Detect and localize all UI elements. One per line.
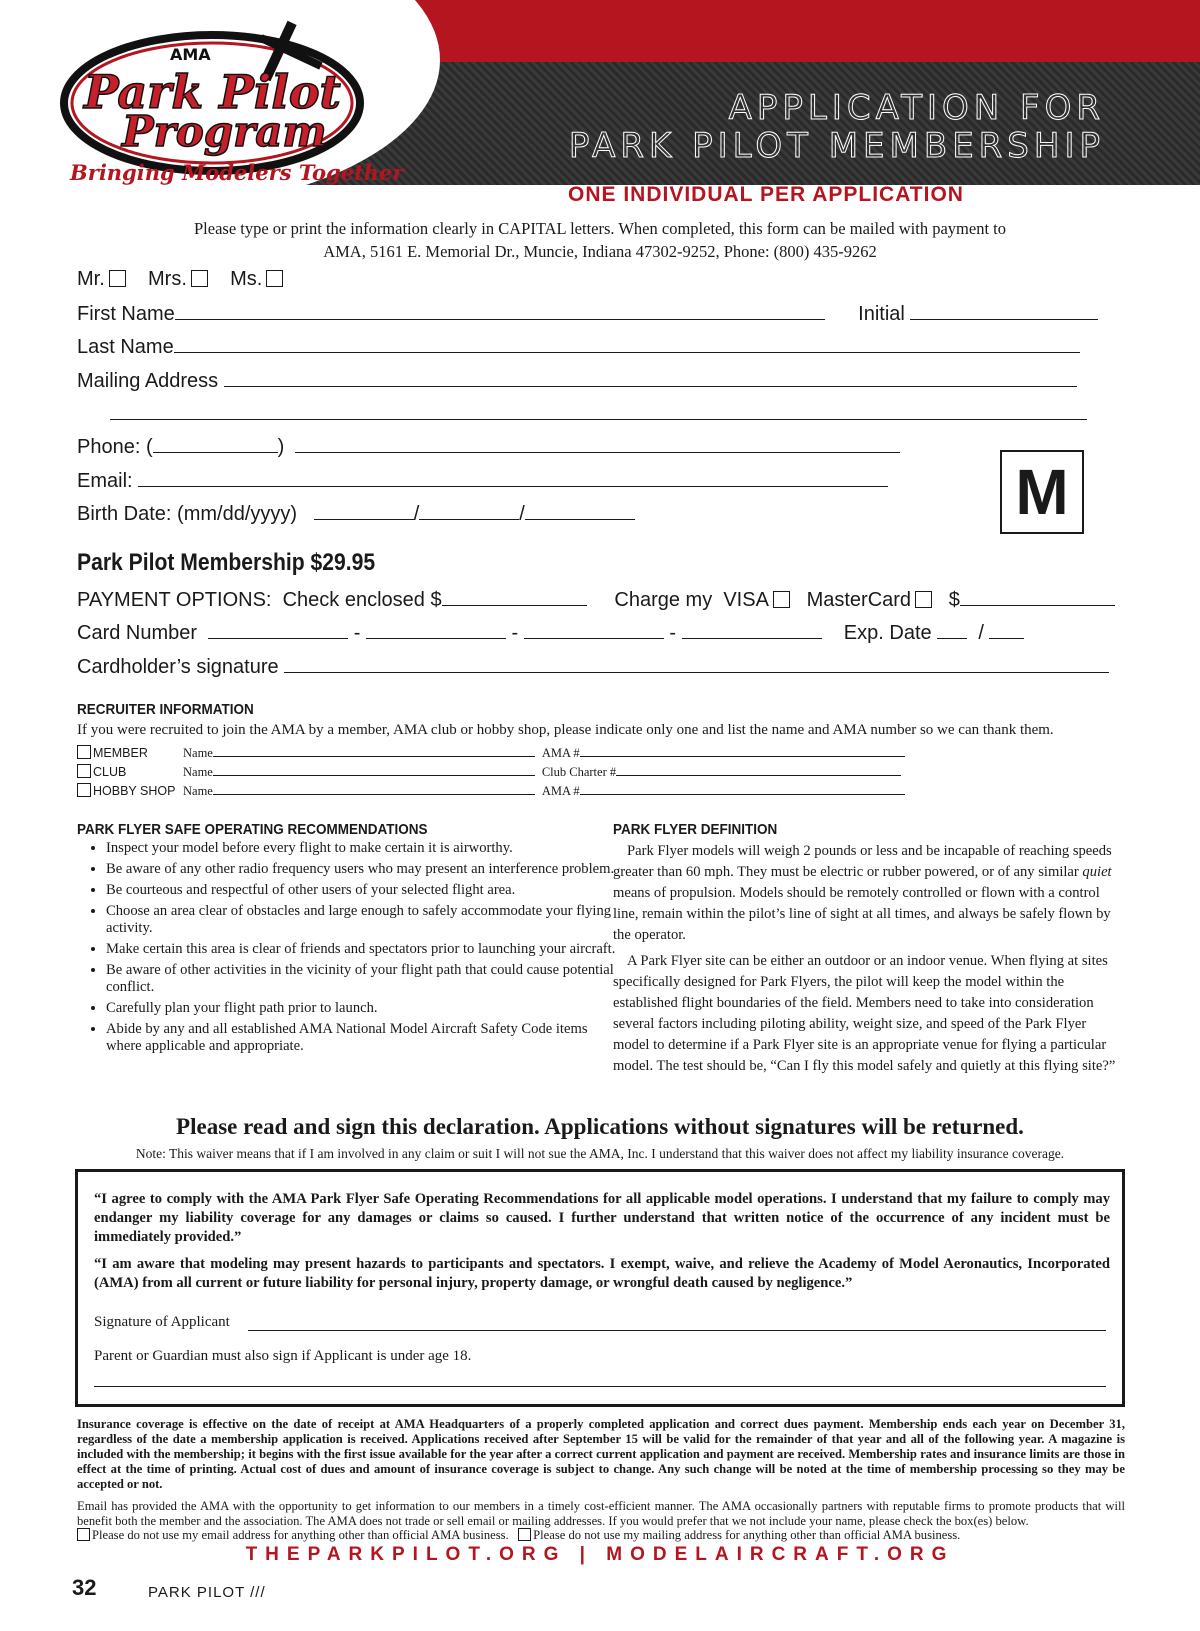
mailing-address-label: Mailing Address	[77, 370, 219, 392]
mailing-address-field[interactable]	[224, 368, 1077, 387]
date-slash: /	[519, 503, 525, 525]
recruiter-name-label: Name	[183, 746, 213, 760]
exp-slash: /	[978, 622, 984, 644]
insurance-notice: Insurance coverage is effective on the date of receipt at AMA Headquarters of a properly completed application and correct dues payment. Membership ends each year on December 31, regardless of the date a membership application is received. Applications received after September 15 will be valid for the remainder of that year and all of the following year. A magazine is included with the membership; it begins with the first issue available for the year after a correct current application and payment are received. Membership rates and insurance limits are those in effect at the time of printing. Actual cost of dues and amount of insurance coverage is subject to change. Any such change will be noted at the time of membership processing so they may be accepted or not.	[77, 1417, 1125, 1491]
optout-row	[77, 1528, 960, 1543]
address-row-2	[110, 401, 1087, 426]
recruiter-name-label: Name	[183, 765, 213, 779]
declaration-heading: Please read and sign this declaration. Applications without signatures will be returned.	[176, 1114, 1024, 1139]
recruiter-number-label: AMA #	[541, 746, 580, 760]
park-pilot-logo	[62, 18, 404, 188]
safety-list	[86, 840, 616, 1059]
recruiter-number-label: AMA #	[541, 784, 580, 798]
club-checkbox[interactable]	[77, 764, 91, 778]
card-number-group-3[interactable]	[524, 620, 664, 639]
mr-label: Mr.	[77, 268, 105, 290]
visa-checkbox[interactable]	[773, 591, 790, 608]
initial-field[interactable]	[910, 301, 1098, 320]
declaration-paragraph-1: “I agree to comply with the AMA Park Flyer Safe Operating Recommendations for all applicable model operations. I understand that my failure to comply may endanger my liability coverage for any damages or claims so caused. I further understand that written notice of the occurrence of any incident must be immediately provided.”	[94, 1191, 1110, 1245]
birth-day-field[interactable]	[419, 501, 519, 520]
club-charter-number-field[interactable]	[616, 763, 901, 776]
recruiter-row-member	[77, 744, 905, 761]
parent-signature-field[interactable]	[94, 1386, 1106, 1387]
subtitle: ONE INDIVIDUAL PER APPLICATION	[568, 183, 964, 206]
membership-code-box: M	[1000, 450, 1084, 534]
title-row	[77, 268, 283, 291]
cardholder-row	[77, 654, 1109, 679]
mail-optout-label: Please do not use my mailing address for anything other than official AMA business.	[533, 1528, 961, 1542]
hobby-shop-checkbox[interactable]	[77, 783, 91, 797]
exp-date-label: Exp. Date	[843, 622, 932, 644]
instructions	[120, 217, 1080, 263]
recruiter-row-club	[77, 763, 901, 780]
mr-checkbox[interactable]	[109, 270, 126, 287]
birth-date-label: Birth Date: (mm/dd/yyyy)	[77, 503, 298, 525]
mail-optout-checkbox[interactable]	[518, 1528, 531, 1541]
email-row	[77, 468, 888, 493]
list-item: • Be aware of other activities in the vicinity of your flight path that could cause potential conflict.	[106, 962, 616, 996]
list-item: • Make certain this area is clear of friends and spectators prior to launching your aircraft.	[106, 941, 616, 958]
logo-tagline: Bringing Modelers Together	[70, 160, 404, 185]
ms-checkbox[interactable]	[266, 270, 283, 287]
birth-month-field[interactable]	[314, 501, 414, 520]
email-label: Email:	[77, 470, 133, 492]
phone-area-code-field[interactable]	[153, 434, 278, 453]
email-field[interactable]	[138, 468, 888, 487]
last-name-field[interactable]	[174, 334, 1080, 353]
last-name-row	[77, 334, 1080, 359]
parent-signature-label: Parent or Guardian must also sign if Applicant is under age 18.	[94, 1348, 472, 1364]
applicant-signature-label: Signature of Applicant	[94, 1314, 230, 1330]
recruiter-name-label: Name	[183, 784, 213, 798]
card-number-group-4[interactable]	[682, 620, 822, 639]
mrs-label: Mrs.	[148, 268, 187, 290]
recruiter-type-label: HOBBY SHOP	[93, 784, 176, 798]
cardholder-signature-field[interactable]	[284, 654, 1109, 673]
phone-label: Phone: (	[77, 436, 153, 458]
list-item: • Abide by any and all established AMA National Model Aircraft Safety Code items where applicable and appropriate.	[106, 1021, 616, 1055]
instructions-line-2: AMA, 5161 E. Memorial Dr., Muncie, Indiana 47302-9252, Phone: (800) 435-9262	[323, 242, 877, 261]
recruiter-number-label: Club Charter #	[541, 765, 617, 779]
card-dash: -	[669, 622, 676, 644]
charge-dollar-label: $	[948, 589, 960, 611]
list-item: • Inspect your model before every flight to make certain it is airworthy.	[106, 840, 616, 857]
card-number-row	[77, 620, 1024, 645]
mastercard-label: MasterCard	[806, 589, 912, 611]
member-name-field[interactable]	[213, 744, 535, 757]
visa-label: VISA	[723, 589, 769, 611]
definition-paragraph-1: Park Flyer models will weigh 2 pounds or less and be incapable of reaching speeds greater than 60 mph. They must be electric or rubber powered, or of any similar quiet means of propulsion. Models should be remotely controlled or flown with a control line, remain within the pilot’s line of sight at all times, and always be safely flown by the operator.	[613, 843, 1112, 943]
phone-number-field[interactable]	[295, 434, 900, 453]
list-item: • Be courteous and respectful of other users of your selected flight area.	[106, 882, 616, 899]
recruiter-type-label: MEMBER	[93, 746, 148, 760]
card-dash: -	[511, 622, 519, 644]
member-checkbox[interactable]	[77, 745, 91, 759]
logo-ama-text: AMA	[170, 45, 211, 64]
waiver-note: Note: This waiver means that if I am involved in any claim or suit I will not sue the AMA, Inc. I understand that this waiver does not affect my liability insurance coverage.	[135, 1146, 1065, 1161]
last-name-label: Last Name	[77, 336, 174, 358]
page-number: 32	[72, 1575, 97, 1600]
header	[0, 0, 1200, 185]
recruiter-intro: If you were recruited to join the AMA by a member, AMA club or hobby shop, please indicate only one and list the name and AMA number so we can thank them.	[77, 722, 1054, 738]
card-number-label: Card Number	[77, 622, 198, 644]
first-name-label: First Name	[77, 303, 175, 325]
recruiter-row-hobby-shop	[77, 782, 905, 799]
declaration-paragraph-2: “I am aware that modeling may present hazards to participants and spectators. I exempt, waive, and relieve the Academy of Model Aeronautics, Incorporated (AMA) from all current or future liability for personal injury, property damage, or wrongful death caused by negligence.”	[94, 1256, 1110, 1291]
declaration-box	[75, 1169, 1125, 1407]
quiet-emphasis: quiet	[1082, 864, 1112, 880]
logo-line-1: Park Pilot	[84, 65, 341, 119]
card-number-group-2[interactable]	[366, 620, 506, 639]
recruiter-type-label: CLUB	[93, 765, 127, 779]
member-ama-number-field[interactable]	[580, 744, 905, 757]
charge-my-label: Charge my	[614, 589, 713, 611]
mastercard-checkbox[interactable]	[915, 591, 932, 608]
address-row	[77, 368, 1077, 393]
definition-heading: PARK FLYER DEFINITION	[613, 821, 778, 838]
email-notice: Email has provided the AMA with the opportunity to get information to our members in a timely cost-efficient manner. The AMA occasionally partners with reputable firms to promote products that will benefit both the member and the association. The AMA does not trade or sell email or mailing addresses. If you would prefer that we not include your name, please check the box(es) below.	[77, 1499, 1125, 1528]
list-item: • Choose an area clear of obstacles and large enough to safely accommodate your flying activity.	[106, 903, 616, 937]
payment-row	[77, 587, 1115, 612]
page-label: PARK PILOT ///	[148, 1584, 266, 1601]
membership-title: Park Pilot Membership $29.95	[77, 549, 376, 576]
mailing-address-field-2[interactable]	[110, 401, 1087, 420]
mrs-checkbox[interactable]	[191, 270, 208, 287]
ms-label: Ms.	[230, 268, 263, 290]
card-number-group-1[interactable]	[208, 620, 348, 639]
cardholder-signature-label: Cardholder’s signature	[77, 656, 279, 678]
first-name-field[interactable]	[175, 301, 825, 320]
hobby-shop-ama-number-field[interactable]	[580, 782, 905, 795]
card-dash: -	[353, 622, 361, 644]
charge-amount-field[interactable]	[960, 587, 1115, 606]
check-enclosed-label: Check enclosed $	[282, 589, 442, 611]
birth-year-field[interactable]	[525, 501, 635, 520]
title-line-1: APPLICATION FOR	[728, 88, 1105, 128]
club-name-field[interactable]	[213, 763, 535, 776]
birth-date-row	[77, 501, 635, 526]
definition-paragraph-2: A Park Flyer site can be either an outdoor or an indoor venue. When flying at sites specifically designed for Park Flyers, the pilot will keep the model within the established flight boundaries of the field. Members need to take into consideration several factors including piloting ability, weight size, and speed of the Park Flyer model to determine if a Park Flyer site is an appropriate venue for flying a particular model. The test should be, “Can I fly this model safely and quietly at this flying site?”	[613, 953, 1116, 1074]
exp-month-field[interactable]	[937, 620, 967, 639]
list-item: • Carefully plan your flight path prior to launch.	[106, 1000, 616, 1017]
payment-options-label: PAYMENT OPTIONS:	[77, 589, 272, 611]
first-name-row	[77, 301, 1098, 326]
email-optout-label: Please do not use my email address for anything other than official AMA business.	[92, 1528, 509, 1542]
email-optout-checkbox[interactable]	[77, 1528, 90, 1541]
footer-urls: THEPARKPILOT.ORG | MODELAIRCRAFT.ORG	[245, 1544, 955, 1565]
phone-close-paren: )	[277, 436, 285, 458]
applicant-signature-field[interactable]	[248, 1330, 1106, 1331]
list-item: • Be aware of any other radio frequency users who may present an interference problem.	[106, 861, 616, 878]
hobby-shop-name-field[interactable]	[213, 782, 535, 795]
safety-heading: PARK FLYER SAFE OPERATING RECOMMENDATIONS	[77, 821, 428, 838]
date-slash: /	[413, 503, 420, 525]
title-line-2: PARK PILOT MEMBERSHIP	[568, 126, 1105, 166]
phone-row	[77, 434, 900, 459]
logo-line-2: Program	[122, 107, 327, 156]
initial-label: Initial	[858, 303, 905, 325]
exp-year-field[interactable]	[989, 620, 1024, 639]
check-amount-field[interactable]	[442, 587, 587, 606]
instructions-line-1: Please type or print the information clearly in CAPITAL letters. When completed, this form can be mailed with payment to	[193, 219, 1006, 238]
recruiter-heading: RECRUITER INFORMATION	[77, 701, 254, 718]
